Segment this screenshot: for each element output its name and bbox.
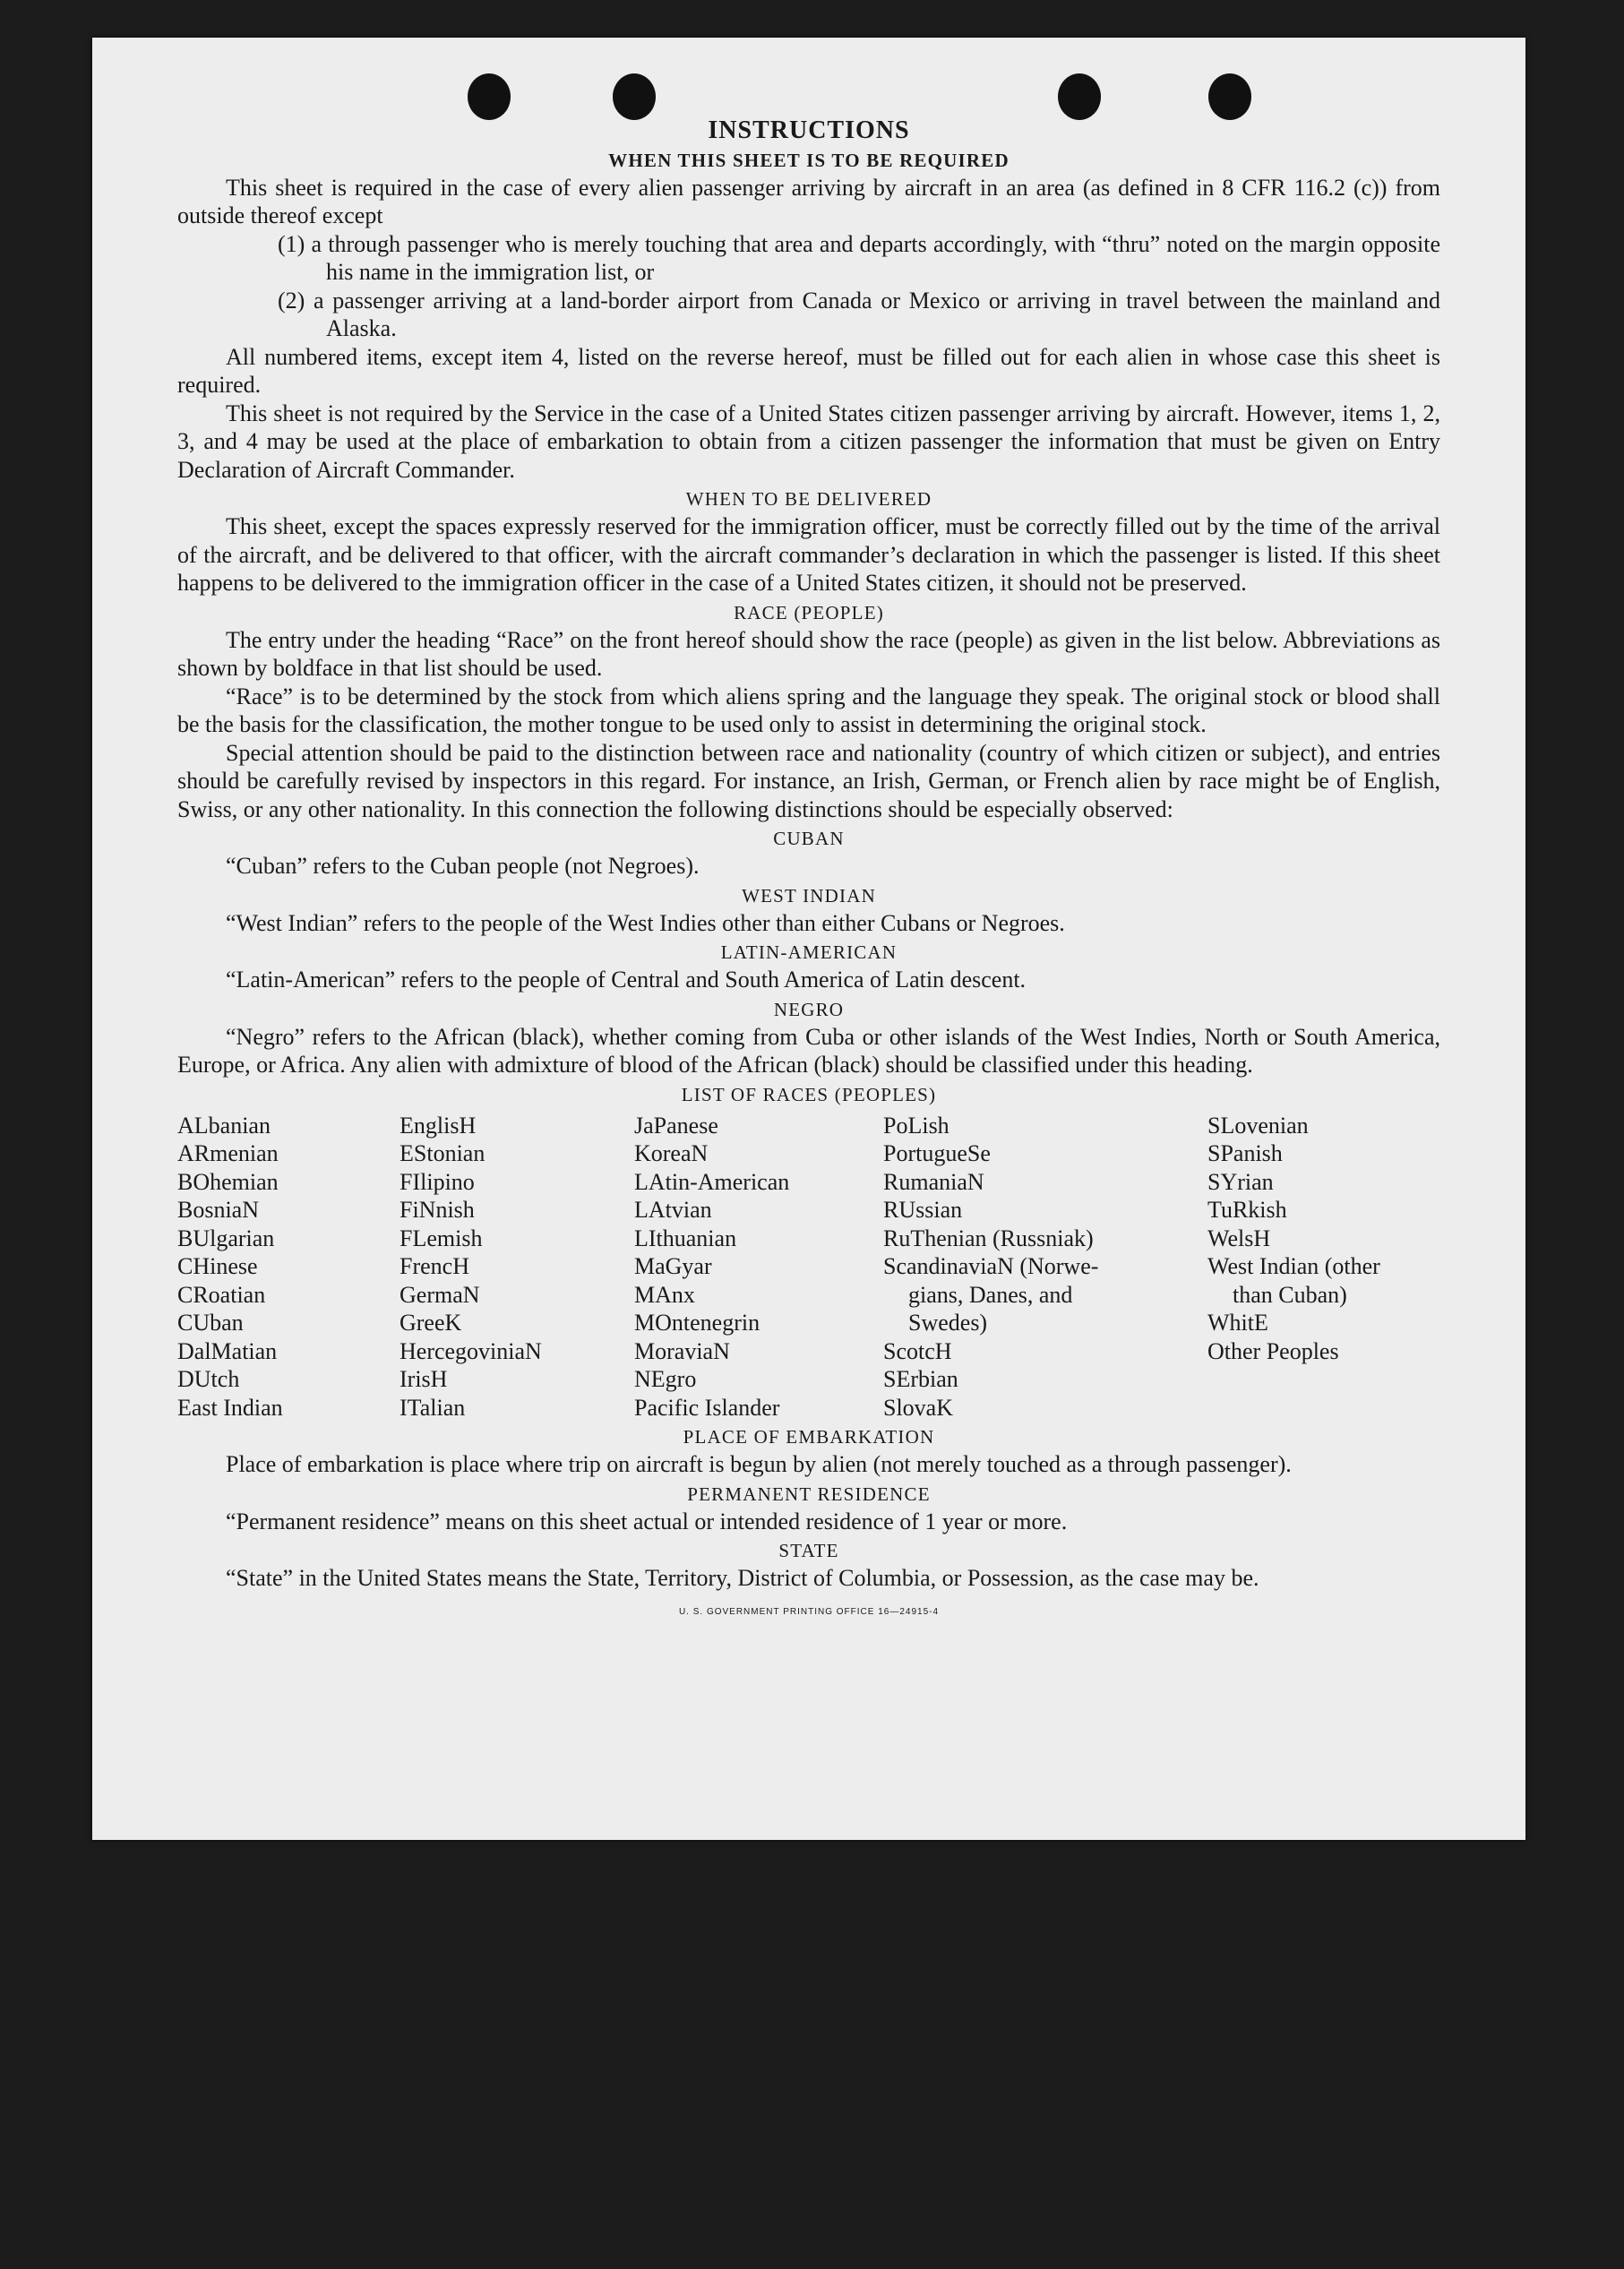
- race-item: LAtin-American: [634, 1168, 790, 1195]
- paragraph: Special attention should be paid to the distinction between race and nationality (country of which citizen or subject), and entries should be carefully revised by inspectors in this regard. For instance, an Irish, German, or French alien by race might be of English, Swiss, or any other nationality. In this connection the following distinctions should be especially observed:: [177, 739, 1440, 822]
- race-item: MAnx: [634, 1281, 695, 1308]
- race-item: BosniaN: [177, 1197, 259, 1223]
- race-item: MOntenegrin: [634, 1310, 760, 1336]
- section-title-list-of-races: LIST OF RACES (PEOPLES): [681, 1083, 937, 1105]
- race-item: ALbanian: [177, 1112, 271, 1139]
- race-item: LAtvian: [634, 1197, 712, 1223]
- paragraph: The entry under the heading “Race” on the front hereof should show the race (people) as given in the list below. Abbreviations as shown by boldface in that list should be used.: [177, 626, 1440, 681]
- section-title-cuban: CUBAN: [773, 828, 845, 849]
- paragraph: “Permanent residence” means on this sheet actual or intended residence of 1 year or more.: [226, 1508, 1068, 1534]
- race-item: ITalian: [400, 1394, 466, 1421]
- race-item: FrencH: [400, 1253, 469, 1279]
- exception-item-2: (2) a passenger arriving at a land-border airport from Canada or Mexico or arriving in travel between the mainland and Alaska.: [278, 287, 1440, 341]
- section-title-delivered: WHEN TO BE DELIVERED: [685, 488, 932, 510]
- punch-hole: [1058, 73, 1101, 120]
- race-item: SErbian: [883, 1366, 958, 1392]
- race-item: West Indian (other: [1207, 1253, 1380, 1279]
- paragraph: “Latin-American” refers to the people of Central and South America of Latin descent.: [226, 967, 1027, 993]
- paragraph: “State” in the United States means the State, Territory, District of Columbia, or Possession, as the case may be.: [226, 1565, 1259, 1591]
- race-item: HercegoviniaN: [400, 1337, 542, 1364]
- race-item: Other Peoples: [1207, 1337, 1339, 1364]
- paragraph: “West Indian” refers to the people of the West Indies other than either Cubans or Negroes.: [226, 909, 1065, 936]
- race-item: KoreaN: [634, 1140, 709, 1166]
- race-item: WelsH: [1207, 1225, 1271, 1251]
- race-item: JaPanese: [634, 1112, 718, 1139]
- race-item: DalMatian: [177, 1337, 278, 1364]
- instructions-content: [177, 116, 1440, 1626]
- race-item: DUtch: [177, 1366, 240, 1392]
- section-title-state: STATE: [778, 1540, 839, 1561]
- race-column-5: [1207, 1112, 1440, 1422]
- race-item: GermaN: [400, 1281, 480, 1308]
- race-item: RUssian: [883, 1197, 963, 1223]
- race-item-continued: Swedes): [908, 1310, 988, 1336]
- page-title: INSTRUCTIONS: [708, 116, 910, 144]
- race-item: SlovaK: [883, 1394, 953, 1421]
- section-title-latin-american: LATIN-AMERICAN: [720, 941, 898, 963]
- race-item: SLovenian: [1207, 1112, 1309, 1139]
- race-item: GreeK: [400, 1310, 462, 1336]
- race-column-1: [177, 1112, 400, 1422]
- race-item: RuThenian (Russniak): [883, 1225, 1094, 1251]
- race-item: PoLish: [883, 1112, 949, 1139]
- punch-hole: [468, 73, 511, 120]
- race-item: CHinese: [177, 1253, 258, 1279]
- race-item: CUban: [177, 1310, 244, 1336]
- race-item-continued: than Cuban): [1233, 1281, 1347, 1308]
- race-item: East Indian: [177, 1394, 283, 1421]
- race-column-4: [883, 1112, 1207, 1422]
- punch-hole: [613, 73, 656, 120]
- race-item: PortugueSe: [883, 1140, 991, 1166]
- race-item: CRoatian: [177, 1281, 266, 1308]
- race-item: SYrian: [1207, 1168, 1274, 1195]
- race-column-2: [400, 1112, 634, 1422]
- race-item: IrisH: [400, 1366, 448, 1392]
- race-item: MoraviaN: [634, 1337, 730, 1364]
- section-title-negro: NEGRO: [773, 998, 845, 1020]
- paragraph: This sheet, except the spaces expressly reserved for the immigration officer, must be correctly filled out by the time of the arrival of the aircraft, and be delivered to that officer, with the aircraft commander’s declaration in which the passenger is listed. If this sheet happens to be delivered to the immigration officer in the case of a United States citizen, it should not be preserved.: [177, 513, 1440, 596]
- paragraph: “Race” is to be determined by the stock from which aliens spring and the language they speak. The original stock or blood shall be the basis for the classification, the mother tongue to be used only to assist in determining the original stock.: [177, 683, 1440, 737]
- race-item: EnglisH: [400, 1112, 477, 1139]
- punch-hole: [1208, 73, 1251, 120]
- race-item: Pacific Islander: [634, 1394, 780, 1421]
- paragraph: Place of embarkation is place where trip on aircraft is begun by alien (not merely touched as a through passenger).: [226, 1451, 1292, 1477]
- race-item: LIthuanian: [634, 1225, 737, 1251]
- race-item: BUlgarian: [177, 1225, 275, 1251]
- paragraph: This sheet is required in the case of every alien passenger arriving by aircraft in an area (as defined in 8 CFR 116.2 (c)) from outside thereof except: [177, 174, 1440, 228]
- paragraph: “Cuban” refers to the Cuban people (not Negroes).: [226, 853, 700, 879]
- race-item: WhitE: [1207, 1310, 1268, 1336]
- race-item: SPanish: [1207, 1140, 1283, 1166]
- section-title-residence: PERMANENT RESIDENCE: [687, 1483, 931, 1505]
- printer-imprint: U. S. GOVERNMENT PRINTING OFFICE 16—24915-4: [678, 1606, 940, 1617]
- race-item: FIlipino: [400, 1168, 475, 1195]
- race-item: BOhemian: [177, 1168, 279, 1195]
- race-item: ARmenian: [177, 1140, 279, 1166]
- exception-item-1: (1) a through passenger who is merely touching that area and departs accordingly, with “thru” noted on the margin opposite his name in the immigration list, or: [278, 230, 1440, 285]
- race-item: FiNnish: [400, 1197, 475, 1223]
- race-item: TuRkish: [1207, 1197, 1287, 1223]
- race-item: MaGyar: [634, 1253, 712, 1279]
- race-list: [177, 1112, 1440, 1422]
- race-item: ScandinaviaN (Norwe-: [883, 1253, 1099, 1279]
- race-item: ScotcH: [883, 1337, 952, 1364]
- paragraph: This sheet is not required by the Service in the case of a United States citizen passenger arriving by aircraft. However, items 1, 2, 3, and 4 may be used at the place of embarkation to obtain from a citizen passenger the information that must be given on Entry Declaration of Aircraft Commander.: [177, 400, 1440, 483]
- section-title-race: RACE (PEOPLE): [734, 601, 884, 623]
- section-title-west-indian: WEST INDIAN: [742, 884, 876, 907]
- race-column-3: [634, 1112, 883, 1422]
- document-sheet: [92, 38, 1525, 1840]
- race-item: EStonian: [400, 1140, 485, 1166]
- race-item-continued: gians, Danes, and: [908, 1281, 1073, 1308]
- paragraph: “Negro” refers to the African (black), whether coming from Cuba or other islands of the West Indies, North or South America, Europe, or Africa. Any alien with admixture of blood of the African (black) should be classified under this heading.: [177, 1023, 1440, 1078]
- section-title-required: WHEN THIS SHEET IS TO BE REQUIRED: [608, 149, 1010, 171]
- race-item: FLemish: [400, 1225, 483, 1251]
- section-title-embarkation: PLACE OF EMBARKATION: [683, 1426, 935, 1448]
- paragraph: All numbered items, except item 4, listed on the reverse hereof, must be filled out for each alien in whose case this sheet is required.: [177, 343, 1440, 398]
- race-item: RumaniaN: [883, 1168, 984, 1195]
- race-item: NEgro: [634, 1366, 697, 1392]
